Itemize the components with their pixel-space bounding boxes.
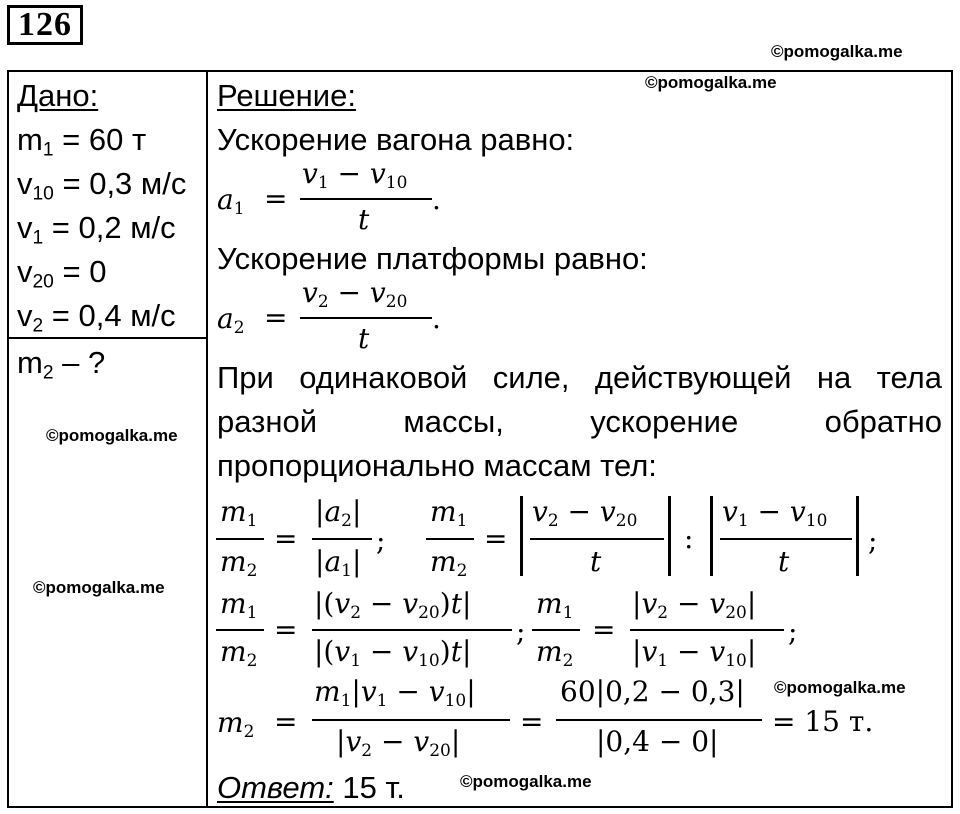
equals-sign: = [592,613,616,646]
m1-numerator: $m_1$ [220,587,258,623]
formula-a2-numerator: $v_2 - v_{20}$ [302,276,408,312]
solution-paragraph-line: пропорционально массам тел: [217,448,657,483]
fraction-bar [312,629,512,631]
fraction-denominator: $|v_1 - v_{10}|$ [632,635,757,671]
colon: : [684,522,694,555]
fraction-bar [556,719,762,721]
fraction-bar [300,317,432,319]
watermark: ©pomogalka.me [645,73,777,92]
formula-a1-lhs: $a_1$ [217,183,245,219]
fraction-numerator: $|v_2 - v_{20}|$ [632,587,757,623]
fraction-bar [216,629,264,631]
given-item: $v_2 = 0,4$ м/с [17,298,176,337]
semicolon: ; [516,615,526,648]
formula-a2-denominator: t [358,322,370,355]
period: . [432,183,441,216]
m2-denominator: $m_2$ [536,635,574,671]
watermark: ©pomogalka.me [771,42,903,61]
equals-sign: = [264,301,288,334]
formula-a1-numerator: $v_1 - v_{10}$ [302,157,408,193]
semicolon: ; [788,615,798,648]
abs-bar [710,496,713,576]
equals-sign: = [274,522,298,555]
fraction-numerator: $v_2 - v_{20}$ [532,495,638,531]
solution-header: Решение: [217,78,356,113]
fraction-bar [300,198,432,200]
abs-bar [856,496,859,576]
find-item: $m_2$ – ? [17,345,106,384]
m2-denominator: $m_2$ [220,545,258,581]
watermark: ©pomogalka.me [33,578,165,597]
abs-a2: $|a_2|$ [315,495,362,531]
fraction-denominator: t [778,545,790,578]
solution-paragraph-line: разной массы, ускорение обратно [217,404,942,439]
abs-bar [520,496,523,576]
answer: Ответ: 15 т. [217,770,405,805]
fraction-bar [216,538,264,540]
semicolon: ; [868,524,878,557]
period: . [432,302,441,335]
fraction-numerator: $m_1|v_1 - v_{10}|$ [314,675,476,711]
equals-sign: = [264,182,288,215]
abs-bar [668,496,671,576]
equals-sign: = [274,705,298,738]
given-item: $v_{10} = 0,3$ м/с [17,166,187,205]
fraction-bar [720,538,852,540]
equals-sign: = [484,522,508,555]
fraction-bar [630,629,784,631]
fraction-bar [426,538,474,540]
fraction-numerator: $|(v_2 - v_{20})t|$ [314,587,472,623]
formula-a1-denominator: t [358,203,370,236]
equals-sign: = [520,705,544,738]
watermark: ©pomogalka.me [460,772,592,791]
solution-paragraph-line: При одинаковой силе, действующей на тела [217,360,942,395]
fraction-bar [532,629,580,631]
semicolon: ; [376,524,386,557]
problem-number: 126 [7,5,83,45]
given-item: $v_1 = 0,2$ м/с [17,210,176,249]
fraction-denominator: |0,4 − 0| [596,725,719,758]
given-item: $m_1 = 60$ т [17,122,147,161]
m1-numerator: $m_1$ [430,495,468,531]
given-item: $v_{20} = 0$ [17,254,107,293]
m2-lhs: $m_2$ [217,706,255,742]
watermark: ©pomogalka.me [774,678,906,697]
solution-text: Ускорение платформы равно: [217,241,648,276]
given-header: Дано: [17,78,99,113]
m1-numerator: $m_1$ [220,495,258,531]
fraction-numerator: $v_1 - v_{10}$ [722,495,828,531]
final-result: = 15 т. [772,705,874,738]
fraction-numerator: 60|0,2 − 0,3| [560,675,745,708]
fraction-denominator: $|v_2 - v_{20}|$ [336,725,461,761]
m2-denominator: $m_2$ [430,545,468,581]
fraction-bar [530,538,664,540]
m1-numerator: $m_1$ [536,587,574,623]
fraction-bar [312,719,510,721]
watermark: ©pomogalka.me [46,426,178,445]
fraction-denominator: $|(v_1 - v_{10})t|$ [314,635,472,671]
fraction-denominator: t [590,545,602,578]
m2-denominator: $m_2$ [220,635,258,671]
given-divider [7,337,207,339]
solution-text: Ускорение вагона равно: [217,122,575,157]
equals-sign: = [274,613,298,646]
column-divider [206,70,208,808]
formula-a2-lhs: $a_2$ [217,302,245,338]
fraction-bar [312,538,372,540]
abs-a1: $|a_1|$ [315,545,362,581]
